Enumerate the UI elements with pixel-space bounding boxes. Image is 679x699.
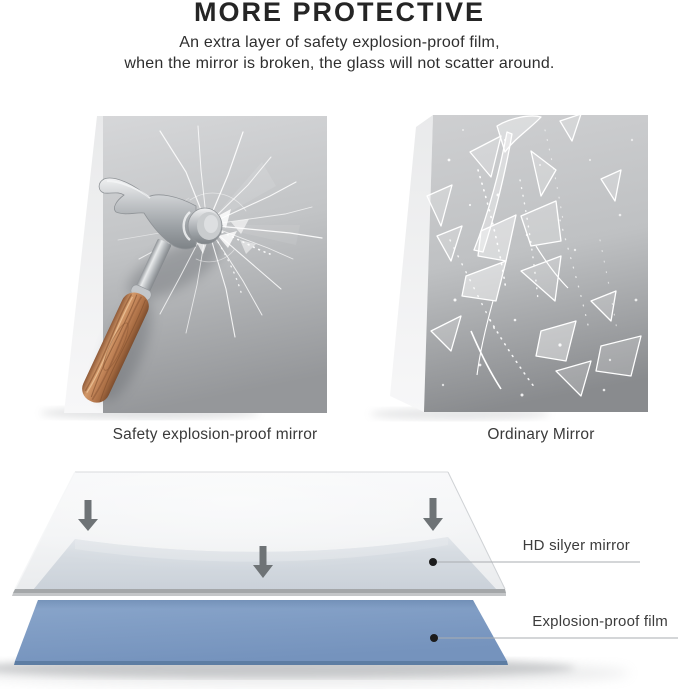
film-layer [14,600,508,665]
subtitle-line-1: An extra layer of safety explosion-proof film, [179,34,500,51]
layers-diagram [0,472,678,686]
label-explosion-proof-film: Explosion-proof film [532,613,668,630]
leader-dot-film [430,634,438,642]
ordinary-mirror-illustration [370,114,648,420]
safety-mirror-illustration [40,116,327,419]
caption-ordinary-mirror: Ordinary Mirror [487,426,595,443]
leader-dot-mirror [429,558,437,566]
page-title: MORE PROTECTIVE [193,0,486,27]
subtitle-line-2: when the mirror is broken, the glass will not scatter around. [124,55,555,72]
subtitle [0,32,679,74]
mirror-face [103,116,327,413]
glass-layer [12,472,506,596]
label-hd-silver-mirror: HD silyer mirror [522,537,630,554]
caption-safety-mirror: Safety explosion-proof mirror [112,426,318,443]
